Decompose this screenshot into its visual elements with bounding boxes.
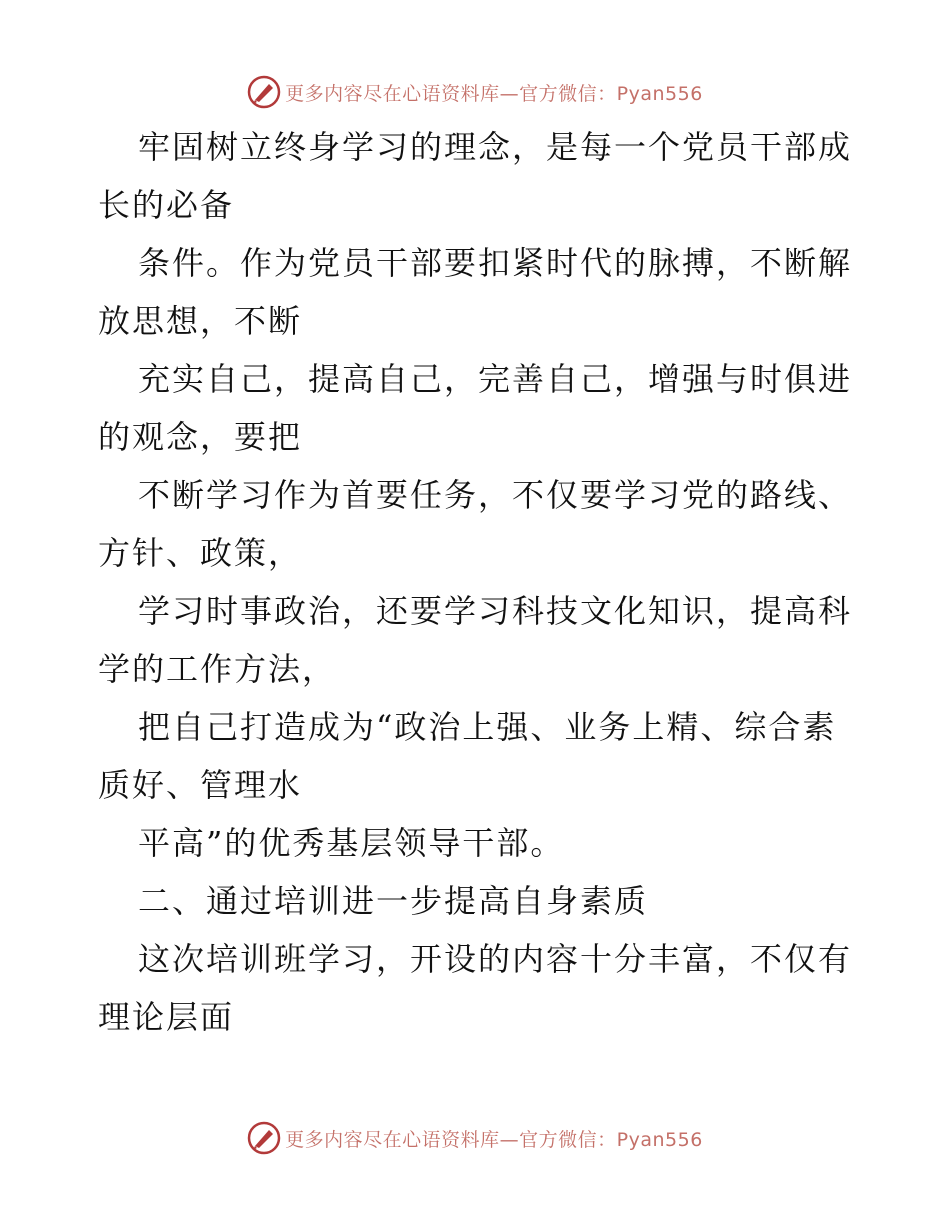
paragraph: 充实自己，提高自己，完善自己，增强与时俱进的观念，要把: [98, 360, 853, 456]
paragraph: 这次培训班学习，开设的内容十分丰富，不仅有理论层面: [98, 940, 853, 1036]
section-heading: 二、通过培训进一步提高自身素质: [138, 882, 649, 920]
header-watermark: [0, 72, 950, 112]
paragraph: 条件。作为党员干部要扣紧时代的脉搏，不断解放思想，不断: [98, 244, 853, 340]
paragraph: 不断学习作为首要任务，不仅要学习党的路线、方针、政策，: [98, 476, 853, 572]
watermark-text: 更多内容尽在心语资料库—官方微信：Pyan556: [285, 82, 703, 105]
footer-watermark: [0, 1118, 950, 1158]
paragraph: 平高”的优秀基层领导干部。: [138, 824, 565, 862]
pen-logo-icon: [247, 75, 281, 109]
document-body: [98, 118, 858, 1046]
paragraph: 牢固树立终身学习的理念，是每一个党员干部成长的必备: [98, 128, 853, 224]
watermark-text: 更多内容尽在心语资料库—官方微信：Pyan556: [285, 1128, 703, 1151]
pen-logo-icon: [247, 1121, 281, 1155]
paragraph: 学习时事政治，还要学习科技文化知识，提高科学的工作方法，: [98, 592, 853, 688]
paragraph: 把自己打造成为“政治上强、业务上精、综合素质好、管理水: [98, 708, 837, 804]
